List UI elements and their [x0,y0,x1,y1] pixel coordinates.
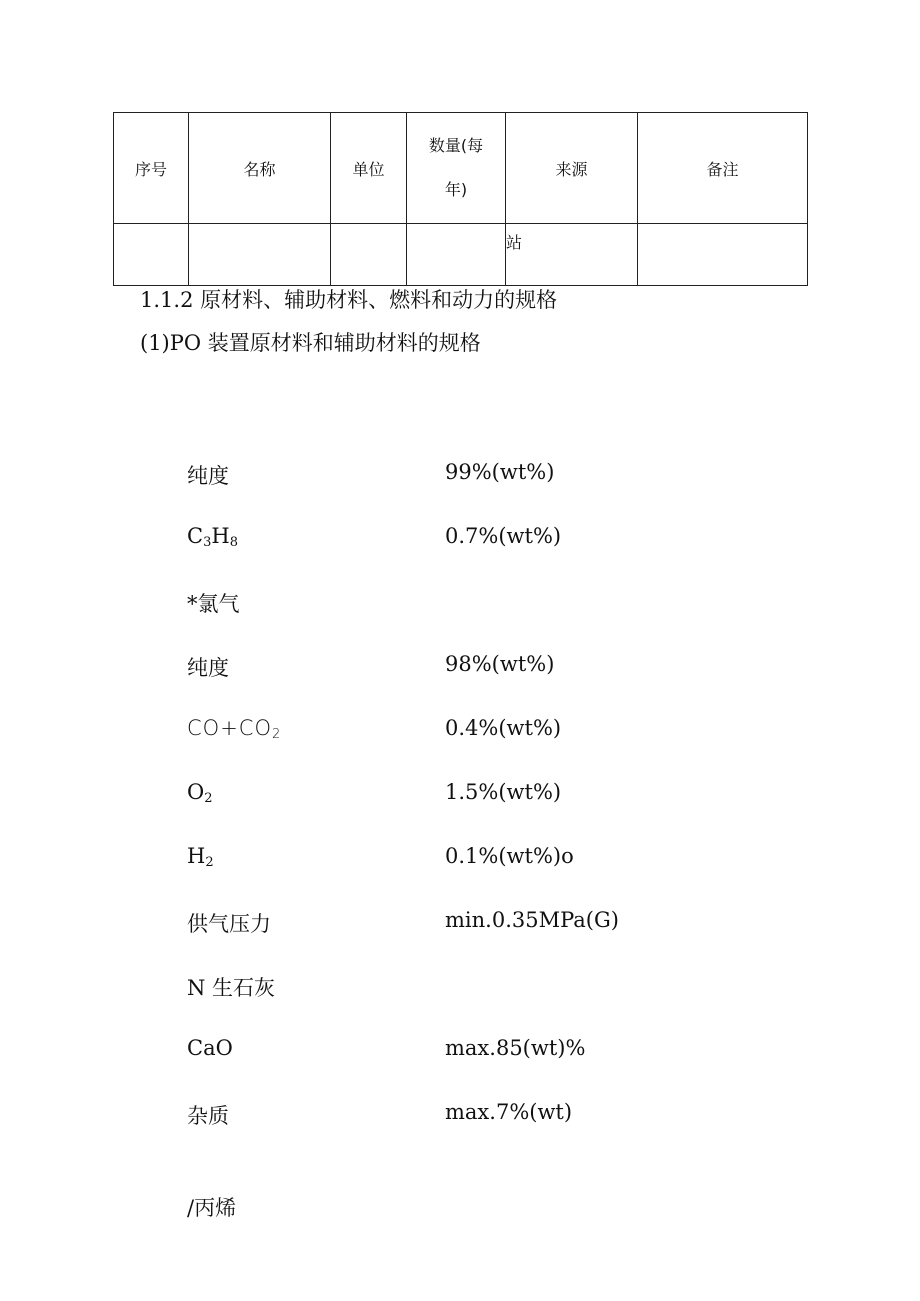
spec-label-formula: $H_2$ [187,844,214,870]
cell-name [189,224,331,286]
spec-value: max.85(wt)% [445,1036,586,1060]
spec-row-oxygen [187,780,747,810]
spec-row-cao [187,1036,747,1066]
cell-seq [114,224,189,286]
spec-value: 0.1%(wt%)o [445,844,574,868]
header-quantity-line2: 年) [444,180,468,199]
spec-value: 98%(wt%) [445,652,555,676]
spec-label: 纯度 [187,656,229,680]
header-source: 来源 [506,113,638,224]
spec-label-formula: $CO+CO_2$ [187,716,282,742]
header-quantity-line1: 数量(每 [428,136,484,155]
header-seq: 序号 [114,113,189,224]
header-remark: 备注 [638,113,808,224]
header-name: 名称 [189,113,331,224]
spec-label-formula: $O_2$ [187,780,213,806]
spec-label: 供气压力 [187,912,271,936]
spec-row-hydrogen [187,844,747,874]
spec-label-formula: $C_3H_8$ [187,524,238,550]
spec-row-purity-1 [187,460,747,490]
spec-row-co-co2 [187,716,747,746]
spec-row-propylene-title [187,1192,747,1222]
header-unit: 单位 [331,113,407,224]
cell-unit [331,224,407,286]
section-heading: 1.1.2 原材料、辅助材料、燃料和动力的规格 [140,288,558,312]
spec-group-title: /丙烯 [187,1196,237,1220]
table-header-row [114,113,808,224]
spec-value: 0.4%(wt%) [445,716,562,740]
spec-value: 99%(wt%) [445,460,555,484]
cell-remark [638,224,808,286]
spec-value: 1.5%(wt%) [445,780,562,804]
spec-label: 杂质 [187,1104,229,1128]
spec-row-purity-2 [187,652,747,682]
subsection-heading: (1)PO 装置原材料和辅助材料的规格 [140,331,481,355]
spec-row-chlorine-title [187,588,747,618]
spec-row-supply-pressure [187,908,747,938]
cell-source: 站 [506,224,638,286]
spec-row-impurities [187,1100,747,1130]
spec-label: CaO [187,1036,233,1060]
spec-value: 0.7%(wt%) [445,524,562,548]
table-row [114,224,808,286]
spec-label: 纯度 [187,464,229,488]
cell-quantity [407,224,506,286]
spec-row-propane [187,524,747,554]
spec-group-title: *氯气 [187,592,240,616]
spec-value: min.0.35MPa(G) [445,908,619,932]
materials-table [113,112,808,286]
spec-value: max.7%(wt) [445,1100,573,1124]
header-quantity [407,113,506,224]
spec-group-title: N 生石灰 [187,976,276,1000]
spec-row-quicklime-title [187,972,747,1002]
